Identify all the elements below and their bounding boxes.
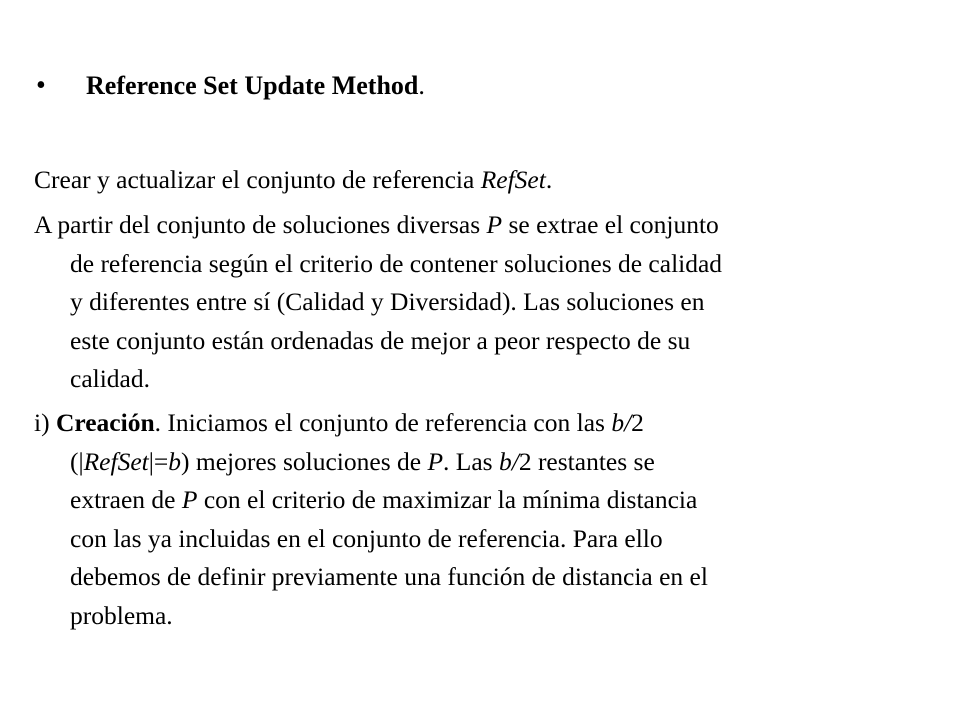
text-line: debemos de definir previamente una función de distancia en el (70, 562, 708, 591)
refset-term: RefSet (480, 165, 546, 194)
paragraph-refset-description (34, 206, 914, 399)
text-segment: . Las (443, 446, 499, 476)
variable-p: P (486, 210, 503, 239)
text-line: este conjunto están ordenadas de mejor a peor respecto de su (70, 325, 691, 355)
text-line (34, 404, 914, 443)
text-segment: extraen de (70, 485, 182, 514)
text-segment: . (545, 165, 553, 194)
variable-b: b/ (611, 408, 632, 437)
text-line (34, 161, 914, 200)
paragraph-creation (34, 404, 914, 635)
text-line (34, 206, 914, 245)
variable-p: P (427, 446, 444, 476)
heading-period: . (418, 71, 425, 100)
text-segment: (| (70, 446, 84, 476)
text-line: calidad. (70, 364, 150, 393)
text-line (34, 481, 914, 520)
text-line: con las ya incluidas en el conjunto de referencia. Para ello (70, 523, 663, 553)
variable-b: b (168, 446, 181, 476)
heading-title: Reference Set Update Method (86, 71, 419, 100)
section-heading (36, 66, 425, 106)
text-segment: |= (148, 446, 169, 476)
text-segment: 2 restantes se (518, 446, 655, 476)
text-line: de referencia según el criterio de contener soluciones de calidad (70, 248, 723, 278)
refset-term: RefSet (83, 446, 149, 476)
text-segment: ) mejores soluciones de (181, 446, 428, 476)
text-segment: con el criterio de maximizar la mínima distancia (197, 485, 698, 514)
text-segment: Crear y actualizar el conjunto de referencia (34, 165, 481, 194)
text-segment: . Iniciamos el conjunto de referencia con las (154, 408, 612, 437)
variable-p: P (181, 485, 198, 514)
list-marker: i) (34, 408, 56, 437)
text-line (34, 443, 914, 482)
text-line: y diferentes entre sí (Calidad y Diversidad). Las soluciones en (70, 287, 705, 316)
text-segment: se extrae el conjunto (502, 210, 719, 239)
text-segment: A partir del conjunto de soluciones diversas (34, 210, 487, 239)
variable-b: b/ (498, 446, 519, 476)
text-segment: 2 (631, 408, 644, 437)
paragraph-refset-intro (34, 161, 914, 200)
text-line: problema. (70, 600, 173, 630)
bullet-icon: • (36, 70, 46, 101)
creation-term: Creación (55, 408, 155, 437)
